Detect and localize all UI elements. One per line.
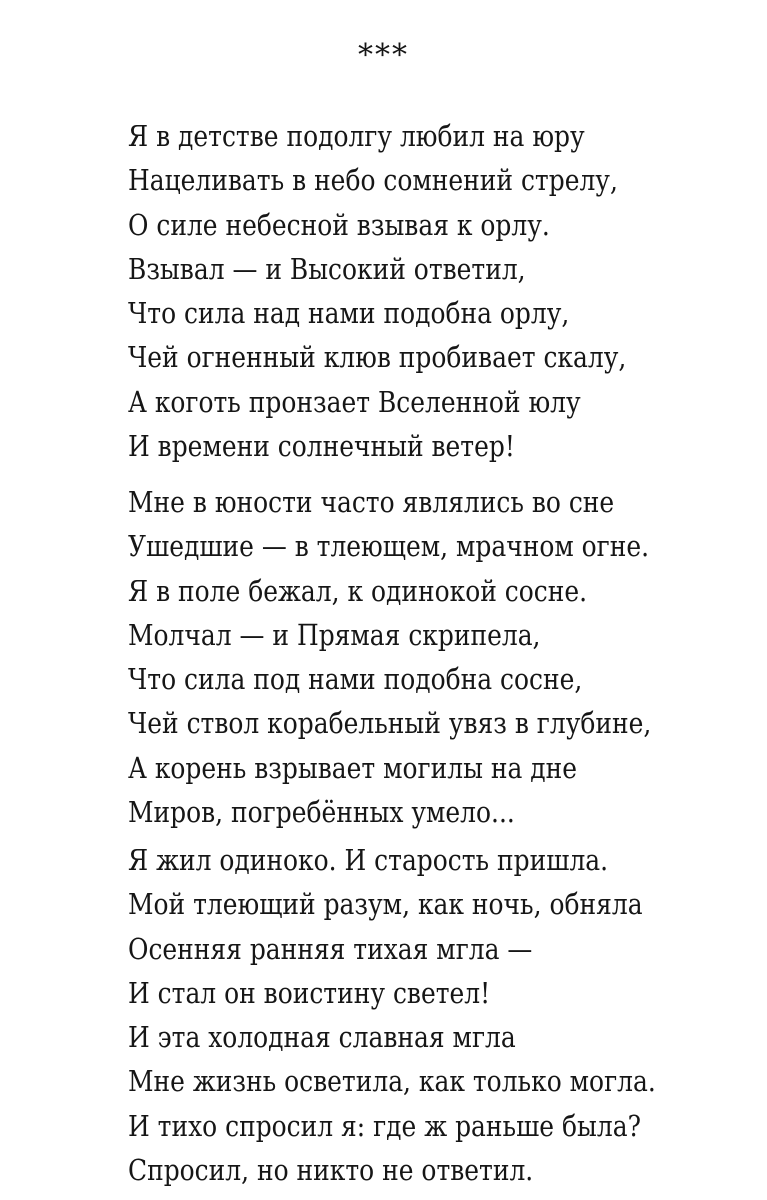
poem-line: Чей ствол корабельный увяз в глубине,	[128, 706, 652, 741]
poem-line: А коготь пронзает Вселенной юлу	[128, 384, 581, 419]
poem-line: Что сила над нами подобна орлу,	[128, 296, 570, 331]
poem-line: Я в детстве подолгу любил на юру	[128, 119, 585, 153]
poem-line: Что сила под нами подобна сосне,	[128, 662, 583, 697]
poem-line: Осенняя ранняя тихая мгла —	[128, 931, 533, 966]
poem-line: Мне в юности часто являлись во сне	[128, 485, 615, 519]
poem-line: Я жил одиноко. И старость пришла.	[128, 843, 609, 877]
poem-line: Нацеливать в небо сомнений стрелу,	[128, 163, 618, 198]
poem-line: Я в поле бежал, к одинокой сосне.	[128, 573, 588, 608]
poem-line: Миров, погребённых умело...	[128, 795, 515, 830]
stanza-1	[128, 114, 748, 468]
poem-line: Молчал — и Прямая скрипела,	[128, 617, 541, 652]
section-ornament: ***	[358, 38, 409, 73]
poem-line: Мой тлеющий разум, как ночь, обняла	[128, 887, 643, 922]
stanza-3	[128, 838, 748, 1192]
poem-line: И тихо спросил я: где ж раньше была?	[128, 1108, 641, 1143]
poem-line: Ушедшие — в тлеющем, мрачном огне.	[128, 529, 650, 564]
poem-line: И эта холодная славная мгла	[128, 1020, 516, 1055]
stanza-2	[128, 480, 748, 834]
poem-line: Взывал — и Высокий ответил,	[128, 251, 526, 286]
poem-line: И времени солнечный ветер!	[128, 429, 515, 464]
poem-line: О силе небесной взывая к орлу.	[128, 207, 550, 242]
poem-line: Чей огненный клюв пробивает скалу,	[128, 340, 627, 375]
poem-line: А корень взрывает могилы на дне	[128, 750, 578, 785]
poem-line: И стал он воистину светел!	[128, 975, 491, 1010]
poem-line: Мне жизнь осветила, как только могла.	[128, 1064, 656, 1099]
poem-line: Спросил, но никто не ответил.	[128, 1153, 534, 1188]
